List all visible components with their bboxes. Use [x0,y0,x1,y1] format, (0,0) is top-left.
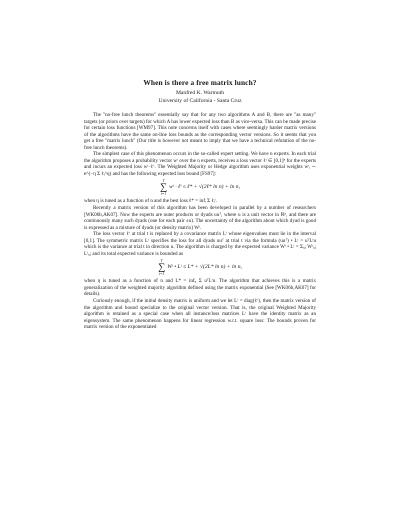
sum-lower-limit: t=1 [159,271,165,276]
equation-matrix-bound [84,258,316,276]
paragraph: The "no-free lunch theorems" essentially say that for any two algorithms A and B, there are "as many" targets (or priors over targets) for which A has lower expected loss than B as vice-versa. This can be made precise for certain loss functions [WM97]. This note concerns itself with cases where seemingly harder matrix versions of the algorithms have the same on-line loss bounds as the corresponding vector versions. So it seems that you get a free "matrix lunch" (Our title is however not meant to imply that we have a technical refutation of the no-free lunch theorems). [84,112,316,151]
paragraph: when η is tuned as a function of n and L* = infᵤ Σ uᵀLᵗu. The algorithm that achieves this is a matrix generalization of the weighted majority algorithm defined using the matrix exponential (See [WK06b,AK07] for details). [84,278,316,298]
author-name: Manfred K. Warmuth [175,90,225,96]
equation-text: Wᵗ • Lᵗ ≤ L* + √(2L* ln n) + ln n, [167,264,242,271]
paper-body [84,112,316,331]
paragraph: Curiously enough, if the initial density matrix is uniform and we let Lᵗ = diag(ℓᵗ), then the matrix version of the algorithm and bound specialize to the original vector version. That is, the original Weighted Majority algorithm is retained as a special case when all instance/loss matrices Lᵗ have the identity matrix as an eigensystem. The same phenomenon happens for linear regression w.r.t. square loss: The bounds proven for matrix version of the exponentiated [84,298,316,331]
summation-symbol: T ∑ t=1 [158,258,166,276]
equation-vector-bound [84,178,316,196]
paragraph: Recently a matrix version of this algorithm has been developed in parallel by a number of researchers [WK06b,AK07]. Now the experts are outer products or dyads uuᵀ, where u is a unit vector in ℝⁿ, and there are continuously many such dyads (one for each pair ±u). The uncertainty of the algorithm about which dyad is good is expressed as a mixture of dyads (or density matrix) Wᵗ. [84,205,316,231]
sum-lower-limit: t=1 [160,191,167,196]
sum-upper-limit: T [162,178,165,183]
summation-symbol: T ∑ t=1 [159,178,168,196]
paragraph: The simplest case of this phenomenon occurs in the so-called expert setting. We have n experts. In each trial the algorithm proposes a probability vector wᵗ over the n experts, receives a loss vector ℓᵗ ∈ [0,1]ⁿ for the experts and incurs an expected loss wᵗ·ℓᵗ. The Weighted Majority or Hedge algorithm uses exponential weights wᵗᵢ ∼ e^(−η Σ ℓᵢ^q) and has the following expected loss bound [FS97]: [84,151,316,177]
paper-title: When is there a free matrix lunch? [143,78,257,87]
sum-upper-limit: T [160,258,163,263]
equation-text: wᵗ · ℓᵗ ≤ ℓ* + √(2ℓ* ln n) + ln n, [169,184,241,191]
paragraph: The loss vector ℓᵗ at trial t is replaced by a covariance matrix Lᵗ whose eigenvalues must lie in the interval [0,1]. The symmetric matrix Lᵗ specifies the loss for all dyads uuᵀ at trial t via the formula (uuᵀ) • Lᵗ = uᵀLᵗu which is the variance at trial t in direction u. The algorithm is charged by the expected variance Wᵗ • Lᵗ = Σᵢ,ⱼ Wᵗᵢ,ⱼ Lᵗᵢ,ⱼ and its total expected variance is bounded as [84,231,316,257]
paragraph: when η is tuned as a function of n and the best loss ℓ* = infᵢ Σ ℓᵢᵗ. [84,198,217,205]
author-affiliation: University of California - Santa Cruz [158,98,242,104]
